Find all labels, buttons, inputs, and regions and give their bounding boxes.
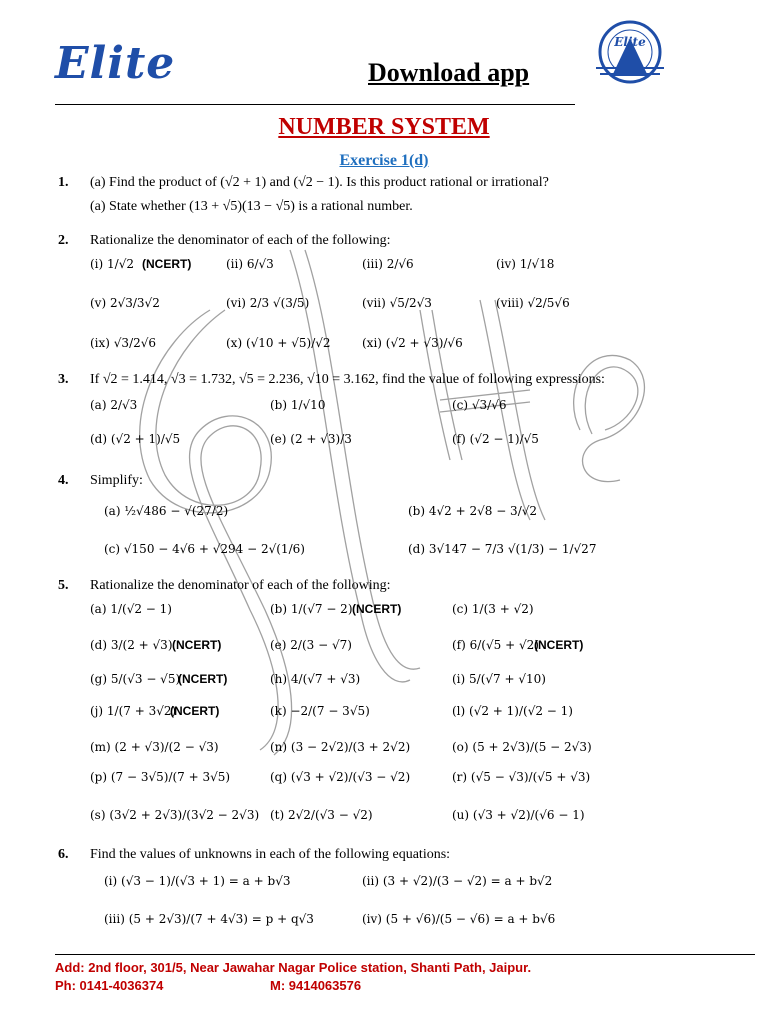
q2-item: (iv) 1/√18 (496, 257, 555, 271)
q6-text: Find the values of unknowns in each of the following equations: (90, 847, 451, 862)
q2-item: (ix) √3/2√6 (90, 336, 157, 350)
q2-item: (iii) 2/√6 (362, 257, 414, 271)
ncert-tag: (NCERT) (172, 638, 222, 652)
q5-item: (b) 1/(√7 − 2) (270, 602, 353, 616)
ncert-tag: (NCERT) (352, 602, 402, 616)
q5-item: (i) 5/(√7 + √10) (452, 672, 546, 686)
elite-logo: Elite (55, 38, 176, 89)
ncert-tag: (NCERT) (534, 638, 584, 652)
q3-item: (d) (√2 + 1)/√5 (90, 432, 181, 446)
q4-item: (d) 3√147 − 7/3 √(1/3) − 1/√27 (408, 542, 597, 556)
q2-item: (vii) √5/2√3 (362, 296, 432, 310)
q1-part-a: (a) Find the product of (√2 + 1) and (√2 − 1). Is this product rational or irrational? (90, 175, 549, 190)
q3-item: (f) (√2 − 1)/√5 (452, 432, 539, 446)
q2-item: (vi) 2/3 √(3/5) (226, 296, 310, 310)
q2-item: (viii) √2/5√6 (496, 296, 570, 310)
q3-item: (b) 1/√10 (270, 398, 326, 412)
ncert-tag: (NCERT) (170, 704, 220, 718)
ncert-tag: (NCERT) (142, 257, 192, 271)
q1-part-b: (a) State whether (13 + √5)(13 − √5) is a rational number. (90, 199, 413, 214)
q2-item: (x) (√10 + √5)/√2 (226, 336, 331, 350)
svg-text:Elite: Elite (614, 35, 646, 49)
q6-item: (iv) (5 + √6)/(5 − √6) = a + b√6 (362, 912, 556, 926)
q5-item: (s) (3√2 + 2√3)/(3√2 − 2√3) (90, 808, 260, 822)
footer-rule (55, 954, 755, 955)
q5-item: (r) (√5 − √3)/(√5 + √3) (452, 770, 591, 784)
q5-item: (t) 2√2/(√3 − √2) (270, 808, 373, 822)
ncert-tag: (NCERT) (178, 672, 228, 686)
q5-item: (j) 1/(7 + 3√2) (90, 704, 177, 718)
q1-number: 1. (58, 175, 69, 190)
q5-item: (o) (5 + 2√3)/(5 − 2√3) (452, 740, 592, 754)
q6-item: (ii) (3 + √2)/(3 − √2) = a + b√2 (362, 874, 553, 888)
q5-item: (g) 5/(√3 − √5) (90, 672, 181, 686)
q5-item: (m) (2 + √3)/(2 − √3) (90, 740, 219, 754)
q5-number: 5. (58, 578, 69, 593)
q2-item: (i) 1/√2 (90, 257, 134, 271)
q2-text: Rationalize the denominator of each of the following: (90, 233, 391, 248)
exercise-heading: Exercise 1(d) (339, 152, 429, 169)
q3-item: (a) 2/√3 (90, 398, 138, 412)
page-title: NUMBER SYSTEM (278, 114, 490, 140)
elite-badge-logo (590, 18, 670, 88)
q5-item: (l) (√2 + 1)/(√2 − 1) (452, 704, 573, 718)
q3-item: (c) √3/√6 (452, 398, 507, 412)
q5-text: Rationalize the denominator of each of the following: (90, 578, 391, 593)
q5-item: (n) (3 − 2√2)/(3 + 2√2) (270, 740, 411, 754)
footer-address: Add: 2nd floor, 301/5, Near Jawahar Nagar Police station, Shanti Path, Jaipur. (55, 960, 532, 975)
q4-item: (b) 4√2 + 2√8 − 3/√2 (408, 504, 538, 518)
q4-number: 4. (58, 473, 69, 488)
q2-item: (ii) 6/√3 (226, 257, 274, 271)
q5-item: (k) −2/(7 − 3√5) (270, 704, 370, 718)
q6-number: 6. (58, 847, 69, 862)
footer-mobile: M: 9414063576 (270, 978, 362, 993)
q5-item: (a) 1/(√2 − 1) (90, 602, 172, 616)
q2-item: (v) 2√3/3√2 (90, 296, 160, 310)
q6-item: (i) (√3 − 1)/(√3 + 1) = a + b√3 (104, 874, 291, 888)
q5-item: (q) (√3 + √2)/(√3 − √2) (270, 770, 411, 784)
q5-item: (e) 2/(3 − √7) (270, 638, 352, 652)
q2-number: 2. (58, 233, 69, 248)
q4-item: (c) √150 − 4√6 + √294 − 2√(1/6) (104, 542, 305, 556)
q5-item: (p) (7 − 3√5)/(7 + 3√5) (90, 770, 231, 784)
q5-item: (c) 1/(3 + √2) (452, 602, 534, 616)
q3-text: If √2 = 1.414, √3 = 1.732, √5 = 2.236, √10 = 3.162, find the value of following expressions: (90, 372, 605, 387)
q2-item: (xi) (√2 + √3)/√6 (362, 336, 463, 350)
download-app-heading: Download app (368, 58, 530, 87)
q5-item: (u) (√3 + √2)/(√6 − 1) (452, 808, 585, 822)
q3-number: 3. (58, 372, 69, 387)
q5-item: (f) 6/(√5 + √2) (452, 638, 539, 652)
q6-item: (iii) (5 + 2√3)/(7 + 4√3) = p + q√3 (104, 912, 314, 926)
q4-item: (a) ½√486 − √(27/2) (104, 504, 229, 518)
header-rule (55, 104, 575, 105)
q4-text: Simplify: (90, 473, 143, 488)
q5-item: (d) 3/(2 + √3) (90, 638, 173, 652)
q5-item: (h) 4/(√7 + √3) (270, 672, 361, 686)
q3-item: (e) (2 + √3)/3 (270, 432, 352, 446)
footer-phone: Ph: 0141-4036374 (55, 978, 164, 993)
